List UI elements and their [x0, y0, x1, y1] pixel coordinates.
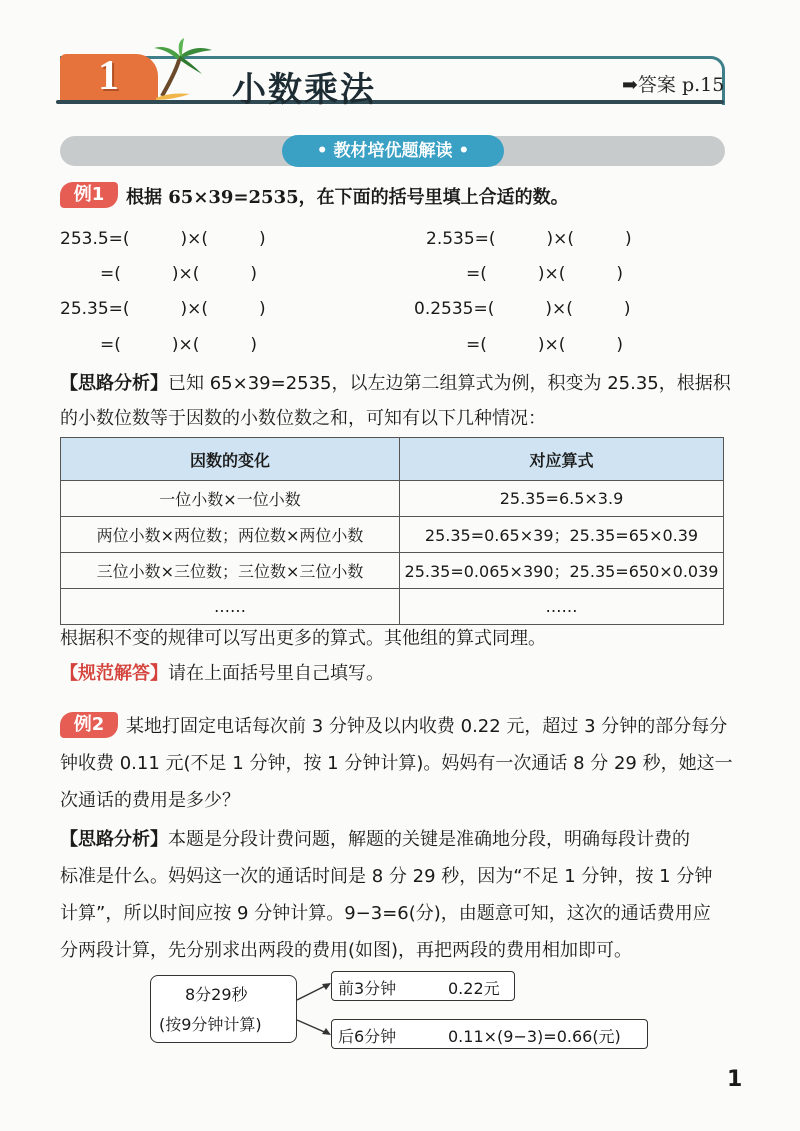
ex1-left-line-3: 25.35=( )×( ) — [60, 299, 266, 319]
diagram-second-value: 0.11×(9−3)=0.66(元) — [448, 1027, 621, 1046]
answer-label: 【规范解答】 — [60, 663, 168, 684]
ex2-line-1: 某地打固定电话每次前 3 分钟及以内收费 0.22 元，超过 3 分钟的部分每分 — [126, 716, 728, 737]
ex2-analysis-line-4: 分两段计算，先分别求出两段的费用(如图)，再把两段的费用相加即可。 — [60, 940, 633, 961]
table-cell: …… — [400, 589, 724, 625]
diagram-second-segment-box — [331, 1019, 648, 1049]
diagram-branch-arrows — [295, 980, 335, 1040]
chapter-number: 1 — [98, 53, 119, 99]
table-row — [61, 589, 724, 625]
table-row — [61, 481, 724, 517]
diagram-time-note: (按9分钟计算) — [159, 1015, 262, 1034]
table-row — [61, 553, 724, 589]
example-1-prompt: 根据 65×39=2535，在下面的括号里填上合适的数。 — [126, 187, 569, 208]
ex1-right-line-4: =( )×( ) — [466, 335, 624, 355]
ex1-left-line-1: 253.5=( )×( ) — [60, 229, 266, 249]
ex1-left-line-2: =( )×( ) — [100, 264, 258, 284]
ex2-line-2: 钟收费 0.11 元(不足 1 分钟，按 1 分钟计算)。妈妈有一次通话 8 分 29 秒，她这一 — [60, 753, 733, 774]
page-title: 小数乘法 — [232, 70, 376, 110]
ex1-analysis-line-2: 的小数位数等于因数的小数位数之和，可知有以下几种情况： — [60, 408, 546, 429]
header-underline — [56, 100, 724, 104]
answer-text: 请在上面括号里自己填写。 — [168, 663, 384, 684]
diagram-first-label: 前3分钟 — [338, 979, 397, 998]
table-cell: …… — [61, 589, 400, 625]
ex2-analysis-line-1 — [60, 825, 690, 851]
table-cell: 一位小数×一位小数 — [61, 481, 400, 517]
ex1-right-line-1: 2.535=( )×( ) — [426, 229, 632, 249]
page-number: 1 — [727, 1067, 743, 1092]
analysis-label: 【思路分析】 — [60, 373, 168, 394]
palm-tree-icon — [150, 38, 220, 100]
answer-reference: ➡答案 p.15 — [622, 74, 725, 96]
example-2-badge: 例2 — [60, 712, 118, 738]
analysis-label: 【思路分析】 — [60, 829, 168, 850]
table-cell: 25.35=0.65×39；25.35=65×0.39 — [400, 517, 724, 553]
table-cell: 25.35=6.5×3.9 — [400, 481, 724, 517]
diagram-first-segment-box — [331, 971, 515, 1001]
table-cell: 25.35=0.065×390；25.35=650×0.039 — [400, 553, 724, 589]
factor-change-table — [60, 437, 724, 625]
ex1-after-table: 根据积不变的规律可以写出更多的算式。其他组的算式同理。 — [60, 628, 546, 649]
analysis-text: 本题是分段计费问题，解题的关键是准确地分段，明确每段计费的 — [168, 829, 690, 850]
ex1-answer-line — [60, 659, 384, 685]
analysis-text: 已知 65×39=2535，以左边第二组算式为例，积变为 25.35，根据积 — [168, 373, 731, 394]
section-banner-title: • 教材培优题解读 • — [282, 135, 504, 167]
diagram-first-value: 0.22元 — [448, 979, 500, 998]
ex1-right-line-2: =( )×( ) — [466, 264, 624, 284]
diagram-second-label: 后6分钟 — [338, 1027, 397, 1046]
diagram-time-label: 8分29秒 — [185, 985, 248, 1004]
ex2-line-3: 次通话的费用是多少？ — [60, 790, 240, 811]
table-header-cell: 对应算式 — [400, 438, 724, 481]
diagram-total-time-box — [150, 975, 297, 1043]
ex2-analysis-line-3: 计算”，所以时间应按 9 分钟计算。9−3=6(分)，由题意可知，这次的通话费用应 — [60, 903, 711, 924]
table-cell: 两位小数×两位数；两位数×两位小数 — [61, 517, 400, 553]
table-header-cell: 因数的变化 — [61, 438, 400, 481]
example-1-badge: 例1 — [60, 182, 118, 208]
ex1-right-line-3: 0.2535=( )×( ) — [414, 299, 631, 319]
ex1-left-line-4: =( )×( ) — [100, 335, 258, 355]
table-cell: 三位小数×三位数；三位数×三位小数 — [61, 553, 400, 589]
table-row — [61, 517, 724, 553]
ex1-analysis-line-1 — [60, 369, 731, 395]
ex2-analysis-line-2: 标准是什么。妈妈这一次的通话时间是 8 分 29 秒，因为“不足 1 分钟，按 1 分钟 — [60, 866, 713, 887]
table-header-row — [61, 438, 724, 481]
